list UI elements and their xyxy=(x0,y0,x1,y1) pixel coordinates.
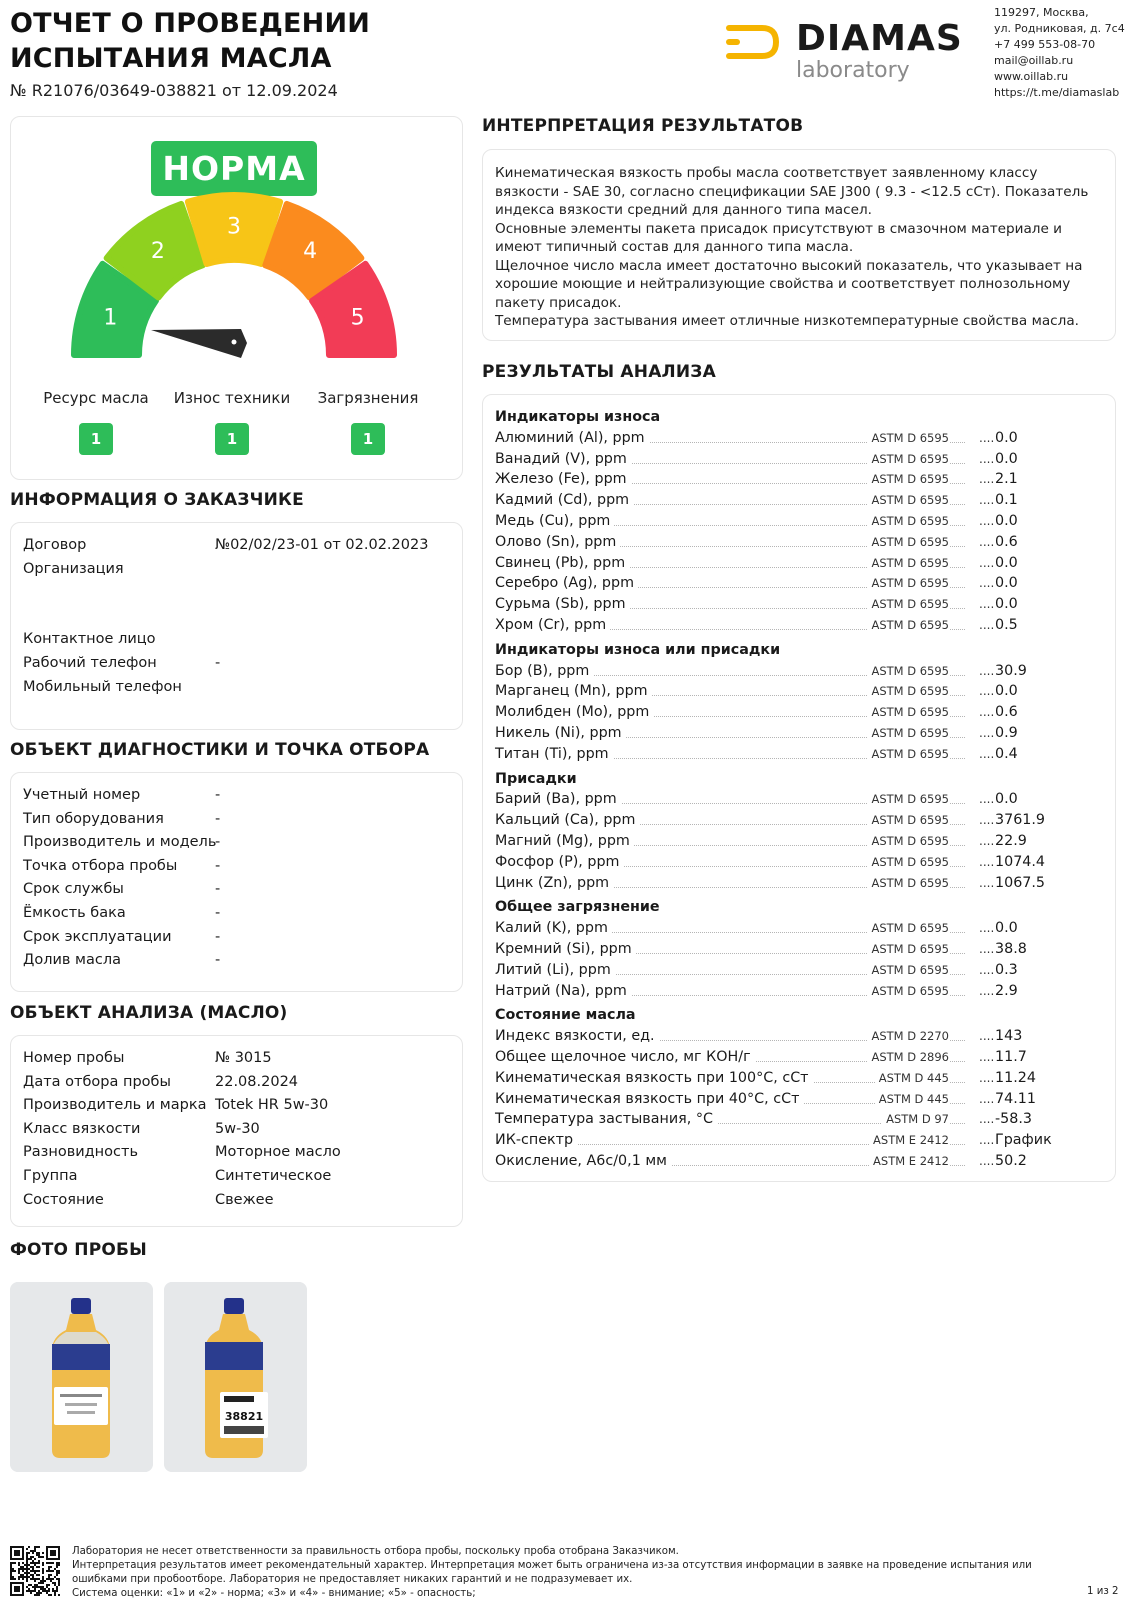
field-label: Номер пробы xyxy=(23,1050,125,1066)
field-value: - xyxy=(215,834,221,851)
field-value: - xyxy=(215,904,221,921)
result-value: 0.1 xyxy=(995,492,1018,509)
gauge-segment-label: 2 xyxy=(150,239,165,265)
sample-label-number: 38821 xyxy=(224,1410,264,1423)
result-row xyxy=(495,594,1105,615)
category-contamination: Загрязнения xyxy=(317,389,419,407)
result-method: ASTM E 2412 xyxy=(869,1151,949,1172)
value-leader: .... xyxy=(979,1112,995,1127)
result-value: 0.0 xyxy=(995,512,1018,529)
interpretation-section-title: ИНТЕРПРЕТАЦИЯ РЕЗУЛЬТАТОВ xyxy=(482,116,804,136)
result-method: ASTM D 6595 xyxy=(867,449,949,470)
score-oil-resource: 1 xyxy=(79,423,113,455)
value-leader: .... xyxy=(979,854,995,869)
result-method: ASTM E 2412 xyxy=(869,1130,949,1151)
result-parameter: Хром (Cr), ppm xyxy=(495,615,610,636)
oil-bottle-image xyxy=(164,1282,307,1472)
result-value: 38.8 xyxy=(995,940,1027,957)
result-parameter: Сурьма (Sb), ppm xyxy=(495,594,630,615)
result-row xyxy=(495,939,1105,960)
result-parameter: Молибден (Mo), ppm xyxy=(495,702,653,723)
brand-logo xyxy=(726,18,966,88)
value-leader: .... xyxy=(979,962,995,977)
result-value: 1067.5 xyxy=(995,874,1046,891)
footer-line: Система оценки: «1» и «2» - норма; «3» и «4» - внимание; «5» - опасность; xyxy=(72,1588,476,1599)
field-value: Totek HR 5w-30 xyxy=(215,1097,329,1114)
report-title-line1: ОТЧЕТ О ПРОВЕДЕНИИ xyxy=(10,8,371,39)
result-row xyxy=(495,469,1105,490)
result-value: 0.6 xyxy=(995,704,1018,721)
result-value: 11.24 xyxy=(995,1069,1036,1086)
result-row xyxy=(495,810,1105,831)
footer-line: Интерпретация результатов имеет рекомендательный характер. Интерпретация может быть ограничена из-за отсутствия информации в заявке на проведение испытания или xyxy=(72,1560,1032,1571)
result-parameter: Кадмий (Cd), ppm xyxy=(495,490,633,511)
value-leader: .... xyxy=(979,1029,995,1044)
results-group-title: Состояние масла xyxy=(495,1007,636,1024)
result-row xyxy=(495,1026,1105,1047)
field-value: №02/02/23-01 от 02.02.2023 xyxy=(215,537,429,553)
result-row xyxy=(495,573,1105,594)
field-value: № 3015 xyxy=(215,1050,272,1066)
result-parameter: Калий (K), ppm xyxy=(495,918,612,939)
telegram: https://t.me/diamaslab xyxy=(994,86,1120,99)
field-label: Группа xyxy=(23,1167,78,1184)
result-parameter: Олово (Sn), ppm xyxy=(495,532,620,553)
sample-photo-2 xyxy=(164,1282,307,1472)
result-method: ASTM D 6595 xyxy=(867,960,949,981)
field-label: Дата отбора пробы xyxy=(23,1073,171,1090)
result-row xyxy=(495,661,1105,682)
result-value: 3761.9 xyxy=(995,812,1046,829)
result-value: 0.4 xyxy=(995,745,1018,762)
object-section-title: ОБЪЕКТ ДИАГНОСТИКИ И ТОЧКА ОТБОРА xyxy=(10,740,430,760)
value-leader: .... xyxy=(979,684,995,699)
field-label: Учетный номер xyxy=(23,787,141,803)
result-method: ASTM D 6595 xyxy=(867,681,949,702)
customer-card xyxy=(10,522,463,730)
gauge xyxy=(11,117,464,377)
footer-disclaimer xyxy=(72,1545,1072,1600)
result-row xyxy=(495,960,1105,981)
gauge-segment-label: 4 xyxy=(303,239,318,265)
result-row xyxy=(495,490,1105,511)
result-row xyxy=(495,873,1105,894)
value-leader: .... xyxy=(979,617,995,632)
result-value: 0.6 xyxy=(995,533,1018,550)
object-card xyxy=(10,772,463,992)
result-method: ASTM D 6595 xyxy=(867,873,949,894)
result-value: График xyxy=(995,1132,1052,1149)
result-row xyxy=(495,1089,1105,1110)
result-value: 2.1 xyxy=(995,471,1018,488)
value-leader: .... xyxy=(979,451,995,466)
score-equipment-wear: 1 xyxy=(215,423,249,455)
result-parameter: Фосфор (P), ppm xyxy=(495,852,623,873)
results-card xyxy=(482,394,1116,1182)
oil-section-title: ОБЪЕКТ АНАЛИЗА (МАСЛО) xyxy=(10,1003,288,1023)
score-contamination: 1 xyxy=(351,423,385,455)
logo-subtitle: laboratory xyxy=(796,58,910,83)
interpretation-paragraph: Основные элементы пакета присадок присутствуют в смазочном материале и имеют типичный состав для данного типа масла. xyxy=(495,220,1062,255)
field-label: Разновидность xyxy=(23,1144,139,1161)
value-leader: .... xyxy=(979,534,995,549)
result-method: ASTM D 6595 xyxy=(867,573,949,594)
result-value: 2.9 xyxy=(995,982,1018,999)
result-parameter: Серебро (Ag), ppm xyxy=(495,573,638,594)
result-row xyxy=(495,1130,1105,1151)
result-value: 30.9 xyxy=(995,662,1027,679)
gauge-segment-label: 1 xyxy=(103,305,118,331)
interpretation-card xyxy=(482,149,1116,341)
field-value: - xyxy=(215,857,221,874)
interpretation-text xyxy=(495,164,1105,331)
result-row xyxy=(495,532,1105,553)
result-method: ASTM D 6595 xyxy=(867,810,949,831)
value-leader: .... xyxy=(979,813,995,828)
oil-card xyxy=(10,1035,463,1227)
address-line: 119297, Москва, xyxy=(994,6,1089,19)
result-parameter: Общее щелочное число, мг КОН/г xyxy=(495,1047,755,1068)
phone: +7 499 553-08-70 xyxy=(994,38,1096,51)
field-value: - xyxy=(215,810,221,827)
result-row xyxy=(495,831,1105,852)
result-value: 0.0 xyxy=(995,575,1018,592)
result-parameter: Индекс вязкости, ед. xyxy=(495,1026,659,1047)
result-value: 143 xyxy=(995,1028,1023,1045)
logo-brand: DIAMAS xyxy=(796,18,963,59)
footer-line: ошибками при пробоотборе. Лаборатория не предоставляет никаких гарантий и не подразумевает их. xyxy=(72,1574,633,1585)
address-line: ул. Родниковая, д. 7с4 xyxy=(994,22,1125,35)
value-leader: .... xyxy=(979,555,995,570)
result-row xyxy=(495,1109,1105,1130)
result-method: ASTM D 6595 xyxy=(867,661,949,682)
page-number: 1 из 2 xyxy=(1087,1586,1119,1597)
result-row xyxy=(495,553,1105,574)
result-parameter: Натрий (Na), ppm xyxy=(495,981,631,1002)
qr-code-icon xyxy=(10,1546,60,1596)
result-method: ASTM D 6595 xyxy=(867,702,949,723)
value-leader: .... xyxy=(979,1091,995,1106)
field-value: Свежее xyxy=(215,1191,274,1208)
lab-contacts xyxy=(994,5,1125,101)
value-leader: .... xyxy=(979,792,995,807)
category-equipment-wear: Износ техники xyxy=(173,389,291,407)
result-row xyxy=(495,1151,1105,1172)
field-label: Производитель и модель xyxy=(23,834,217,851)
value-leader: .... xyxy=(979,493,995,508)
value-leader: .... xyxy=(979,1049,995,1064)
field-label: Мобильный телефон xyxy=(23,678,182,695)
result-parameter: Никель (Ni), ppm xyxy=(495,723,626,744)
sample-photo-1 xyxy=(10,1282,153,1472)
gauge-hub xyxy=(232,340,237,345)
interpretation-paragraph: Температура застывания имеет отличные низкотемпературные свойства масла. xyxy=(495,313,1079,329)
field-label: Договор xyxy=(23,537,87,553)
result-row xyxy=(495,723,1105,744)
field-value: - xyxy=(215,787,221,803)
result-method: ASTM D 2270 xyxy=(867,1026,949,1047)
oil-bottle-image xyxy=(10,1282,153,1472)
results-section-title: РЕЗУЛЬТАТЫ АНАЛИЗА xyxy=(482,362,716,382)
results-group-title: Общее загрязнение xyxy=(495,899,660,916)
result-value: 0.5 xyxy=(995,616,1018,633)
result-value: 0.0 xyxy=(995,791,1018,808)
result-row xyxy=(495,1068,1105,1089)
result-parameter: Кремний (Si), ppm xyxy=(495,939,636,960)
field-value: - xyxy=(215,928,221,945)
value-leader: .... xyxy=(979,1153,995,1168)
result-row xyxy=(495,918,1105,939)
result-value: 0.0 xyxy=(995,554,1018,571)
result-method: ASTM D 6595 xyxy=(867,918,949,939)
result-row xyxy=(495,744,1105,765)
result-parameter: ИК-спектр xyxy=(495,1130,577,1151)
result-parameter: Бор (B), ppm xyxy=(495,661,593,682)
photos-section-title: ФОТО ПРОБЫ xyxy=(10,1240,147,1260)
result-value: 11.7 xyxy=(995,1048,1027,1065)
result-parameter: Кальций (Ca), ppm xyxy=(495,810,639,831)
result-value: 0.0 xyxy=(995,450,1018,467)
result-value: 0.9 xyxy=(995,724,1018,741)
website: www.oillab.ru xyxy=(994,70,1069,83)
assessment-card xyxy=(10,116,463,480)
value-leader: .... xyxy=(979,921,995,936)
result-value: 22.9 xyxy=(995,832,1027,849)
result-method: ASTM D 6595 xyxy=(867,723,949,744)
result-parameter: Свинец (Pb), ppm xyxy=(495,553,629,574)
result-method: ASTM D 6595 xyxy=(867,981,949,1002)
result-value: 0.0 xyxy=(995,596,1018,613)
value-leader: .... xyxy=(979,983,995,998)
footer-line: Лаборатория не несет ответственности за правильность отбора пробы, поскольку проба отобрана Заказчиком. xyxy=(72,1546,679,1557)
value-leader: .... xyxy=(979,833,995,848)
result-method: ASTM D 97 xyxy=(882,1109,949,1130)
result-row xyxy=(495,615,1105,636)
value-leader: .... xyxy=(979,725,995,740)
result-row xyxy=(495,428,1105,449)
result-method: ASTM D 6595 xyxy=(867,553,949,574)
field-value: Моторное масло xyxy=(215,1144,341,1161)
result-row xyxy=(495,449,1105,470)
result-row xyxy=(495,511,1105,532)
field-label: Производитель и марка xyxy=(23,1097,207,1114)
result-method: ASTM D 6595 xyxy=(867,744,949,765)
field-label: Контактное лицо xyxy=(23,631,156,648)
interpretation-paragraph: Кинематическая вязкость пробы масла соответствует заявленному классу вязкости - SAE 30, согласно спецификации SAE J300 ( 9.3 - <12.5 сСт). Показатель индекса вязкости средний для данного типа масел. xyxy=(495,165,1089,218)
result-value: 0.0 xyxy=(995,920,1018,937)
result-method: ASTM D 6595 xyxy=(867,594,949,615)
field-value: 22.08.2024 xyxy=(215,1073,299,1090)
results-table xyxy=(495,407,1105,1172)
field-value: - xyxy=(215,654,221,671)
result-method: ASTM D 6595 xyxy=(867,428,949,449)
result-parameter: Магний (Mg), ppm xyxy=(495,831,634,852)
field-label: Срок службы xyxy=(23,881,124,898)
field-label: Точка отбора пробы xyxy=(23,857,178,874)
value-leader: .... xyxy=(979,513,995,528)
result-parameter: Марганец (Mn), ppm xyxy=(495,681,652,702)
result-parameter: Титан (Ti), ppm xyxy=(495,744,613,765)
result-parameter: Цинк (Zn), ppm xyxy=(495,873,613,894)
result-method: ASTM D 445 xyxy=(875,1068,949,1089)
result-value: -58.3 xyxy=(995,1111,1032,1128)
value-leader: .... xyxy=(979,746,995,761)
field-value: - xyxy=(215,881,221,898)
result-method: ASTM D 445 xyxy=(875,1089,949,1110)
result-parameter: Медь (Cu), ppm xyxy=(495,511,614,532)
result-method: ASTM D 6595 xyxy=(867,615,949,636)
email: mail@oillab.ru xyxy=(994,54,1074,67)
field-value: - xyxy=(215,952,221,969)
gauge-segment-label: 3 xyxy=(227,214,241,240)
result-value: 50.2 xyxy=(995,1152,1027,1169)
result-value: 0.0 xyxy=(995,429,1018,446)
field-label: Класс вязкости xyxy=(23,1120,141,1137)
result-row xyxy=(495,789,1105,810)
gauge-segment-label: 5 xyxy=(350,305,365,331)
value-leader: .... xyxy=(979,1133,995,1148)
field-label: Состояние xyxy=(23,1191,104,1208)
value-leader: .... xyxy=(979,430,995,445)
value-leader: .... xyxy=(979,576,995,591)
result-parameter: Окисление, А6с/0,1 мм xyxy=(495,1151,671,1172)
report-title-line2: ИСПЫТАНИЯ МАСЛА xyxy=(10,43,332,74)
result-method: ASTM D 2896 xyxy=(867,1047,949,1068)
field-label: Долив масла xyxy=(23,952,121,969)
report-number: № R21076/03649-038821 от 12.09.2024 xyxy=(10,81,338,100)
field-label: Организация xyxy=(23,560,124,577)
result-method: ASTM D 6595 xyxy=(867,490,949,511)
result-method: ASTM D 6595 xyxy=(867,831,949,852)
result-value: 74.11 xyxy=(995,1090,1036,1107)
field-value: 5w-30 xyxy=(215,1120,260,1137)
result-parameter: Температура застывания, °С xyxy=(495,1109,717,1130)
result-parameter: Кинематическая вязкость при 100°C, сСт xyxy=(495,1068,813,1089)
result-method: ASTM D 6595 xyxy=(867,469,949,490)
field-label: Срок эксплуатации xyxy=(23,928,172,945)
result-row xyxy=(495,681,1105,702)
result-value: 0.3 xyxy=(995,961,1018,978)
value-leader: .... xyxy=(979,875,995,890)
result-row xyxy=(495,702,1105,723)
field-value: Синтетическое xyxy=(215,1167,332,1184)
status-badge: НОРМА xyxy=(151,141,317,196)
result-parameter: Железо (Fe), ppm xyxy=(495,469,631,490)
result-method: ASTM D 6595 xyxy=(867,852,949,873)
value-leader: .... xyxy=(979,705,995,720)
value-leader: .... xyxy=(979,1070,995,1085)
result-method: ASTM D 6595 xyxy=(867,789,949,810)
result-value: 0.0 xyxy=(995,683,1018,700)
result-parameter: Барий (Ba), ppm xyxy=(495,789,621,810)
category-oil-resource: Ресурс масла xyxy=(43,389,149,407)
interpretation-paragraph: Щелочное число масла имеет достаточно высокий показатель, что указывает на хорошие моющие и нейтрализующие свойства и соответствует полнозольному пакету присадок. xyxy=(495,257,1083,311)
result-parameter: Ванадий (V), ppm xyxy=(495,449,631,470)
field-label: Ёмкость бака xyxy=(23,904,126,921)
results-group-title: Индикаторы износа или присадки xyxy=(495,641,781,658)
result-row xyxy=(495,981,1105,1002)
value-leader: .... xyxy=(979,472,995,487)
value-leader: .... xyxy=(979,597,995,612)
results-group-title: Присадки xyxy=(495,770,577,787)
result-row xyxy=(495,1047,1105,1068)
result-row xyxy=(495,852,1105,873)
result-parameter: Кинематическая вязкость при 40°C, сСт xyxy=(495,1089,803,1110)
value-leader: .... xyxy=(979,663,995,678)
results-group-title: Индикаторы износа xyxy=(495,409,661,425)
result-method: ASTM D 6595 xyxy=(867,532,949,553)
result-value: 1074.4 xyxy=(995,853,1046,870)
result-parameter: Литий (Li), ppm xyxy=(495,960,615,981)
result-method: ASTM D 6595 xyxy=(867,939,949,960)
result-method: ASTM D 6595 xyxy=(867,511,949,532)
field-label: Тип оборудования xyxy=(23,810,164,827)
field-label: Рабочий телефон xyxy=(23,654,157,671)
customer-section-title: ИНФОРМАЦИЯ О ЗАКАЗЧИКЕ xyxy=(10,490,304,510)
report-title xyxy=(10,6,370,76)
value-leader: .... xyxy=(979,941,995,956)
result-parameter: Алюминий (Al), ppm xyxy=(495,428,649,449)
logo-mark-icon xyxy=(726,22,786,62)
